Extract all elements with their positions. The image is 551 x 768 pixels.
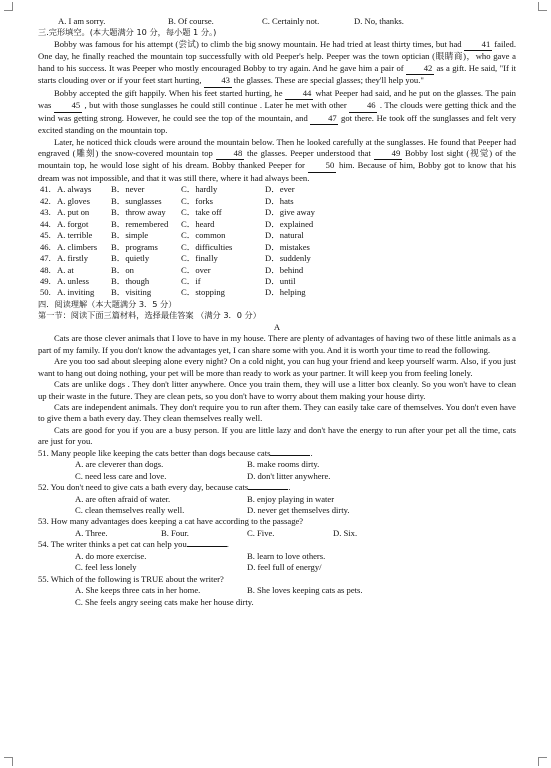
option-b: B．visiting	[111, 287, 152, 298]
option-b: B. Four.	[161, 527, 189, 538]
question-text: 53. How many advantages does keeping a cat have according to the passage?	[38, 516, 304, 527]
question-text: 51. Many people like keeping the cats better than dogs because cats	[38, 447, 271, 458]
option-d: D．until	[265, 275, 296, 286]
answer-options	[38, 551, 516, 562]
option-c: C．take off	[181, 207, 222, 218]
crop-mark-top-left	[4, 2, 13, 11]
option-b: B．simple	[111, 230, 149, 241]
question-stem: 52. You don't need to give cats a bath every day, because cats .	[38, 482, 291, 493]
cloze-text: , but with those sunglasses he could still continue . Later he met with other	[84, 100, 347, 111]
option-c: C．common	[181, 230, 226, 241]
question-number: 50.	[40, 287, 51, 298]
option-a: A. put on	[57, 207, 90, 218]
option-d: D. never get themselves dirty.	[247, 505, 350, 516]
question-number: 46.	[40, 241, 51, 252]
option-b: B．programs	[111, 241, 158, 252]
passage-paragraph: Cats are unlike dogs . They don't litter anywhere. Once you train them, they will use a litter box cleanly. So you won't have to clean up their waste in the future. They are clean pets, so you don't have to worry about them making your house dirty.	[38, 379, 516, 401]
option-a: A. Three.	[75, 527, 108, 538]
passage-paragraph: Cats are good for you if you are a busy person. If you are little lazy and don't have the energy to run after your pet all the time, cats are just for you.	[38, 424, 516, 447]
options-row	[38, 242, 516, 253]
blank-45: 45	[54, 100, 82, 112]
option-b: B．on	[111, 264, 134, 275]
option-a: A. climbers	[57, 241, 98, 252]
blank-41: 41	[464, 39, 492, 51]
blank-44: 44	[285, 88, 313, 100]
crop-mark-top-right	[538, 2, 547, 11]
exam-page	[38, 16, 516, 608]
option-d: D．explained	[265, 218, 314, 229]
option-c: C．forks	[181, 195, 213, 206]
option-a: A. She keeps three cats in her home.	[75, 585, 201, 596]
option-b: B．though	[111, 275, 150, 286]
options-row	[38, 276, 516, 287]
answer-options	[38, 585, 516, 596]
question-stem	[38, 516, 516, 527]
blank-49: 49	[374, 148, 402, 160]
cloze-text: the glasses. Peeper understood that	[247, 147, 371, 158]
option-c: C. need less care and love.	[75, 470, 167, 481]
cloze-text: Bobby was famous for his attempt (尝试) to climb the big snowy mountain. He had tried at least thirty times, but had	[54, 38, 462, 49]
option-c: C．finally	[181, 253, 218, 264]
cloze-paragraph-3	[38, 137, 516, 185]
question-number: 43.	[40, 207, 51, 218]
options-row	[38, 265, 516, 276]
answer-blank	[187, 546, 227, 547]
question-number: 48.	[40, 264, 51, 275]
option-a: A. gloves	[57, 195, 90, 206]
question-number: 42.	[40, 195, 51, 206]
option-a: A. terrible	[57, 230, 93, 241]
blank-47: 47	[310, 113, 338, 125]
cloze-text: the glasses. These are special glasses; they'll help you."	[233, 75, 424, 86]
cloze-passage	[38, 39, 516, 184]
option-c: C. clean themselves really well.	[75, 505, 185, 516]
answer-blank	[270, 455, 310, 456]
question-number: 45.	[40, 230, 51, 241]
answer-options	[38, 562, 516, 573]
passage-paragraph: Cats are those clever animals that I love to have in my house. There are plenty of advantages of having two of these little animals as a part of my family. If you don't know the advantages yet, I can share some with you. And it is worth your time to read the following.	[38, 333, 516, 355]
previous-question-options	[38, 16, 516, 27]
options-row	[38, 287, 516, 298]
answer-blank	[248, 489, 288, 490]
option-d: D．behind	[265, 264, 304, 275]
reading-questions	[38, 448, 516, 608]
option-a: A. unless	[57, 275, 89, 286]
option-a: A. firstly	[57, 253, 89, 264]
options-row	[38, 253, 516, 264]
option-d: D. feel full of energy/	[247, 562, 322, 573]
passage-paragraph: Cats are independent animals. They don't require you to run after them. They can easily take care of themselves. You don't even have to give them a bath every day. They clean themselves really well.	[38, 401, 516, 424]
question-number: 41.	[40, 184, 51, 195]
blank-46: 46	[349, 100, 377, 112]
question-stem: 51. Many people like keeping the cats better than dogs because cats .	[38, 447, 313, 458]
section4-heading: 四．阅读理解（本大题满分 3．5 分）	[38, 298, 177, 309]
question-number: 44.	[40, 218, 51, 229]
crop-mark-bottom-left	[4, 757, 13, 766]
option-c: C. Certainly not.	[262, 16, 320, 26]
option-d: D．helping	[265, 287, 306, 298]
options-row	[38, 207, 516, 218]
option-a: A. do more exercise.	[75, 550, 147, 561]
reading-passage	[38, 333, 516, 448]
cloze-options-table	[38, 184, 516, 299]
blank-42: 42	[406, 63, 434, 75]
answer-options	[38, 528, 516, 539]
answer-options	[38, 505, 516, 516]
option-c: C. She feels angry seeing cats make her house dirty.	[75, 596, 254, 607]
cloze-text: got there. He took off the sunglasses and felt very excited standing on the mountain top.	[38, 112, 516, 136]
option-b: B．quietly	[111, 253, 150, 264]
answer-options	[38, 459, 516, 470]
blank-48: 48	[216, 148, 244, 160]
options-row	[38, 230, 516, 241]
option-a: A. forgot	[57, 218, 89, 229]
passage-label: A	[273, 321, 281, 332]
option-b: B. enjoy playing in water	[247, 493, 335, 504]
option-c: C. feel less lonely	[75, 562, 137, 573]
blank-43: 43	[204, 75, 232, 87]
option-b: B．remembered	[111, 218, 169, 229]
question-text: 54. The writer thinks a pet cat can help you	[38, 539, 187, 550]
passage-paragraph: Are you too sad about sleeping alone every night? On a cold night, you can hug your friend and keep yourself warm. Also, if you just want to hang out doing nothing, your pet will be more than ready to work as your partner. It will keep you from feeling lonely.	[38, 356, 516, 378]
options-row	[38, 219, 516, 230]
option-d: D. Six.	[333, 527, 358, 538]
option-b: B．sunglasses	[111, 195, 162, 206]
section3-heading: 三.完形填空。(本大题满分 10 分，每小题 1 分。)	[38, 27, 217, 38]
option-d: D. No, thanks.	[354, 16, 404, 26]
cloze-paragraph-1	[38, 39, 516, 88]
answer-options	[38, 597, 516, 608]
option-a: A. I am sorry.	[58, 16, 106, 26]
question-stem	[38, 574, 516, 585]
cloze-text: Later, he noticed thick clouds were around the mountain below. Then he looked carefully at the sunglasses. He found that Peeper had engraved (雕刻) the snow-covered mountain top	[38, 136, 516, 158]
option-d: D．hats	[265, 195, 294, 206]
option-c: C. Five.	[247, 527, 275, 538]
option-d: D．mistakes	[265, 241, 310, 252]
option-b: B. She loves keeping cats as pets.	[247, 585, 363, 596]
cloze-text: him. Because of him, Bobby got to know that his dream was not impossible, and that it was still there, where it had always been.	[38, 160, 517, 183]
question-stem: 54. The writer thinks a pet cat can help you .	[38, 539, 229, 550]
option-c: C．over	[181, 264, 211, 275]
question-number: 49.	[40, 275, 51, 286]
option-a: A. always	[57, 184, 92, 195]
option-b: B. make rooms dirty.	[247, 459, 320, 470]
answer-options	[38, 494, 516, 505]
option-a: A. are often afraid of water.	[75, 493, 171, 504]
answer-options	[38, 471, 516, 482]
cloze-text: as a gift. He said, "If it starts clouding over or if your feet start hurting,	[38, 62, 517, 86]
blank-50: 50	[308, 160, 336, 172]
option-b: B．never	[111, 184, 145, 195]
option-c: C．if	[181, 275, 201, 286]
option-c: C．stopping	[181, 287, 225, 298]
options-row	[38, 184, 516, 195]
crop-mark-bottom-right	[538, 757, 547, 766]
part1-heading: 第一节：阅读下面三篇材料，选择最佳答案 （满分 3．0 分）	[38, 310, 261, 321]
cloze-text: failed. One day, he finally reached the mountain top successfully with old Peeper's help. Peeper was the town optician (眼睛商)，who gave a hand to his success. It was Peeper who mostly encouraged Bobby to try again. And he gave him a pair of	[38, 38, 516, 73]
option-d: D．natural	[265, 230, 304, 241]
option-d: D．ever	[265, 184, 295, 195]
question-text: 52. You don't need to give cats a bath every day, because cats	[38, 482, 249, 493]
option-c: C．difficulties	[181, 241, 233, 252]
cloze-text: Bobby accepted the gift happily. When his feet started hurting, he	[54, 87, 283, 98]
option-a: A. at	[57, 264, 74, 275]
cloze-text: what Peeper had said, and he put on the glasses. The pain was	[38, 87, 516, 111]
cloze-paragraph-2	[38, 88, 516, 137]
question-number: 47.	[40, 253, 51, 264]
cloze-text: Bobby lost sight (视觉) of the mountain top, he would lose sight of his dream. Bobby thanked Peeper for	[38, 147, 516, 171]
option-d: D．suddenly	[265, 253, 311, 264]
options-row	[38, 196, 516, 207]
cloze-text: . The clouds were getting thick and the wind was getting strong. However, he could see the top of the mountain, and	[38, 100, 517, 123]
option-c: C．heard	[181, 218, 215, 229]
option-a: A. inviting	[57, 287, 95, 298]
option-d: D. don't litter anywhere.	[247, 470, 331, 481]
question-text: 55. Which of the following is TRUE about the writer?	[38, 573, 224, 584]
option-b: B．throw away	[111, 207, 166, 218]
option-a: A. are cleverer than dogs.	[75, 459, 164, 470]
option-d: D．give away	[265, 207, 315, 218]
option-b: B. Of course.	[168, 16, 214, 26]
option-b: B. learn to love others.	[247, 550, 326, 561]
option-c: C．hardly	[181, 184, 218, 195]
